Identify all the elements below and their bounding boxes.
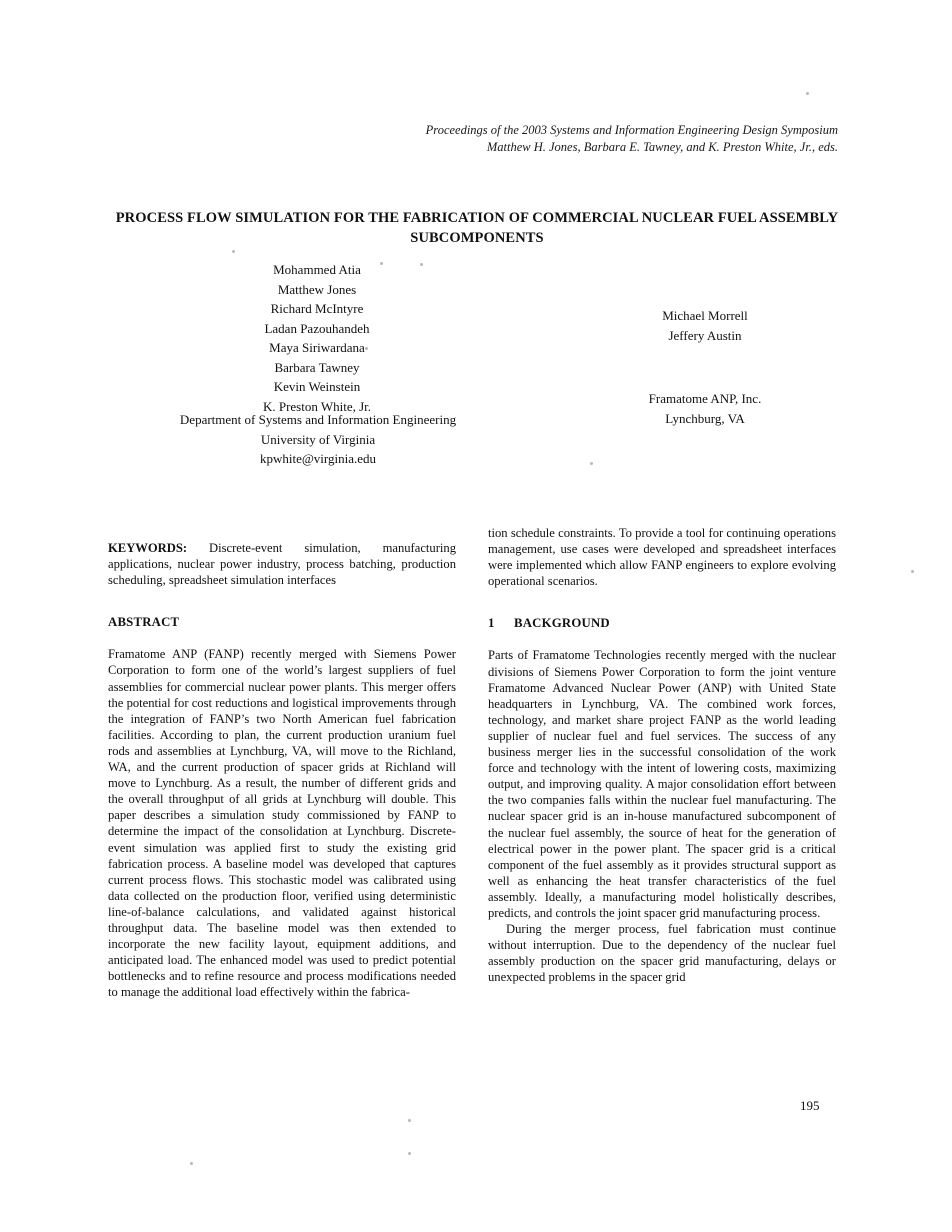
background-section-number: 1 (488, 616, 495, 631)
affiliation-right (540, 389, 870, 428)
affiliation-company: Framatome ANP, Inc. (648, 391, 762, 406)
author-name: Barbara Tawney (274, 359, 360, 375)
background-heading-text: BACKGROUND (514, 616, 610, 631)
author-list-left (182, 260, 452, 416)
author-name: Maya Siriwardana (269, 340, 365, 355)
affiliation-email: kpwhite@virginia.edu (259, 451, 377, 466)
keywords-block (108, 540, 456, 588)
abstract-continued-paragraph: tion schedule constraints. To provide a tool for continuing operations management, use cases were developed and spreadsheet interfaces were implemented which allow FANP engineers to explore evolving operational scenarios. (488, 526, 836, 589)
author-list-right (540, 306, 870, 345)
scan-speck (408, 1119, 411, 1122)
background-paragraph-2: During the merger process, fuel fabrication must continue without interruption. Due to the dependency of the nuclear fuel assembly production on the spacer grid manufacturing, delays or unexpected problems in the spacer grid (488, 922, 836, 985)
affiliation-university: University of Virginia (260, 431, 376, 447)
column-right (488, 525, 836, 985)
scan-speck (232, 250, 235, 253)
author-name: Richard McIntyre (270, 301, 364, 316)
abstract-heading: ABSTRACT (108, 615, 180, 630)
column-left (108, 540, 456, 1000)
background-heading (488, 615, 836, 631)
affiliation-department: Department of Systems and Information Engineering (179, 412, 457, 427)
paper-title: PROCESS FLOW SIMULATION FOR THE FABRICATION OF COMMERCIAL NUCLEAR FUEL ASSEMBLY SUBCOMPONENTS (115, 210, 839, 246)
keywords-text: Discrete-event simulation, manufacturing applications, nuclear power industry, process batching, production scheduling, spreadsheet simulation interfaces (108, 541, 456, 588)
proceedings-header (258, 122, 838, 155)
author-name: Ladan Pazouhandeh (264, 320, 370, 336)
author-name: K. Preston White, Jr. (262, 398, 372, 414)
background-paragraph-1: Parts of Framatome Technologies recently merged with the nuclear divisions of Siemens Power Corporation to form the joint venture Framatome Advanced Nuclear Power (ANP) with United State headquarters in Lynchburg, VA. The combined work forces, technology, and market share project FANP as the world leading supplier of nuclear fuel and fuel services. The success of any business merger lies in the successful consolidation of the work force and technology with the intent of lowering costs, maximizing output, and improving quality. A major consolidation effort between the two companies falls within the nuclear fuel manufacturing. The nuclear spacer grid is an in-house manufactured subcomponent of the nuclear fuel assembly, the source of heat for the generation of electrical power in the power plant. The spacer grid is a critical component of the fuel assembly as it provides structural support as well as enhancing the heat transfer characteristics of the fuel assembly. Ideally, a manufacturing model holistically describes, predicts, and controls the joint spacer grid manufacturing process. (488, 648, 836, 920)
author-name: Jeffery Austin (668, 327, 742, 343)
author-name: Matthew Jones (277, 281, 357, 297)
proceedings-line-1: Proceedings of the 2003 Systems and Information Engineering Design Symposium (425, 123, 838, 137)
author-name: Kevin Weinstein (273, 379, 361, 394)
abstract-paragraph: Framatome ANP (FANP) recently merged with Siemens Power Corporation to form one of the world’s largest suppliers of fuel assemblies for commercial nuclear power plants. This merger offers the potential for cost reductions and logistical improvements through the integration of FANP’s two North American fuel fabrication facilities. According to plan, the current production uranium fuel rods and assemblies at Lynchburg, VA, will move to the Richland, WA, and the current production of spacer grids at Richland will move to Lynchburg. As a result, the number of different grids and the overall throughput of all grids at Lynchburg will double. This paper describes a simulation study commissioned by FANP to determine the impact of the consolidation at Lynchburg. Discrete-event simulation was applied first to study the existing grid fabrication process. A baseline model was developed that captures current process flows. This stochastic model was calibrated using data collected on the production floor, verified using deterministic line-of-balance calculations, and validated against historical throughput data. The baseline model was then extended to incorporate the new facility layout, equipment additions, and anticipated load. The enhanced model was used to predict potential bottlenecks and to refine resource and process modifications needed to manage the additional load effectively within the fabrica- (108, 647, 456, 1000)
scan-speck (408, 1152, 411, 1155)
affiliation-location: Lynchburg, VA (665, 410, 745, 426)
proceedings-line-2: Matthew H. Jones, Barbara E. Tawney, and K. Preston White, Jr., eds. (486, 139, 838, 154)
scan-speck (806, 92, 809, 95)
scan-speck (911, 570, 914, 573)
author-name: Mohammed Atia (273, 262, 361, 277)
scan-speck (590, 462, 593, 465)
affiliation-left (108, 410, 528, 469)
scan-speck (190, 1162, 193, 1165)
keywords-label: KEYWORDS: (108, 541, 188, 555)
author-name: Michael Morrell (662, 308, 748, 323)
page-number: 195 (800, 1098, 820, 1113)
